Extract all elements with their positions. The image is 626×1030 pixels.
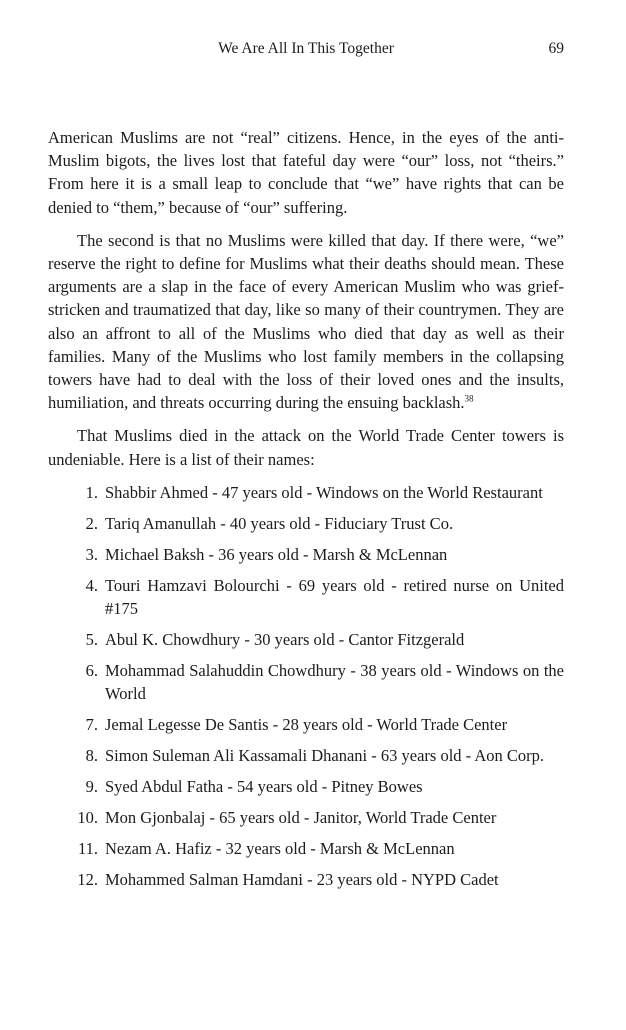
paragraph-text: American Muslims are not “real” citizens. Hence, in the eyes of the anti-Muslim bigots, the lives lost that fateful day were “our” loss, not “theirs.” From here it is a small leap to conclude that “we” have rights that can be denied to “them,” because of “our” suffering. xyxy=(48,128,564,217)
paragraph-text: That Muslims died in the attack on the World Trade Center towers is undeniable. Here is a list of their names: xyxy=(48,426,564,469)
list-item-number: 4. xyxy=(85,575,98,595)
list-item xyxy=(48,744,564,767)
list-item-number: 12. xyxy=(77,870,98,890)
list-item xyxy=(48,775,564,798)
list-item-number: 9. xyxy=(85,777,98,797)
list-item-text: Syed Abdul Fatha - 54 years old - Pitney Bowes xyxy=(105,777,423,797)
list-item-text: Simon Suleman Ali Kassamali Dhanani - 63 years old - Aon Corp. xyxy=(105,746,545,766)
list-item-number: 11. xyxy=(77,839,98,859)
list-item-number: 6. xyxy=(85,661,98,681)
paragraph-continued xyxy=(48,126,564,219)
list-item xyxy=(48,628,564,651)
list-item-number: 5. xyxy=(85,630,98,650)
list-item-number: 2. xyxy=(85,513,98,533)
paragraph-list-intro xyxy=(48,424,564,470)
list-item-number: 10. xyxy=(77,808,98,828)
list-item-text: Abul K. Chowdhury - 30 years old - Cantor Fitzgerald xyxy=(105,630,465,650)
list-item-text: Touri Hamzavi Bolourchi - 69 years old - retired nurse on United #175 xyxy=(105,575,564,619)
page-number: 69 xyxy=(548,40,564,57)
list-item xyxy=(48,806,564,829)
list-item-text: Mohammed Salman Hamdani - 23 years old - NYPD Cadet xyxy=(105,870,499,890)
list-item-text: Michael Baksh - 36 years old - Marsh & McLennan xyxy=(105,544,448,564)
list-item xyxy=(48,574,564,620)
running-title: We Are All In This Together xyxy=(218,40,394,57)
list-item-text: Nezam A. Hafiz - 32 years old - Marsh & McLennan xyxy=(105,839,455,859)
body-text xyxy=(48,126,564,899)
list-item-text: Tariq Amanullah - 40 years old - Fiduciary Trust Co. xyxy=(105,513,454,533)
list-item-number: 8. xyxy=(85,746,98,766)
footnote-marker: 38 xyxy=(464,393,474,404)
list-item-number: 3. xyxy=(85,544,98,564)
list-item-text: Jemal Legesse De Santis - 28 years old - World Trade Center xyxy=(105,715,508,735)
paragraph-second-argument xyxy=(48,229,564,415)
list-item-text: Shabbir Ahmed - 47 years old - Windows on the World Restaurant xyxy=(105,482,543,502)
list-item xyxy=(48,868,564,891)
list-item-number: 7. xyxy=(85,715,98,735)
list-item xyxy=(48,837,564,860)
list-item-text: Mohammad Salahuddin Chowdhury - 38 years old - Windows on the World xyxy=(105,661,564,704)
paragraph-text: The second is that no Muslims were killed that day. If there were, “we” reserve the right to define for Muslims what their deaths should mean. These arguments are a slap in the face of every American Muslim who was grief-stricken and traumatized that day, like so many of their countrymen. They are also an affront to all of the Muslims who died that day as well as their families. Many of the Muslims who lost family members in the collapsing towers have had to deal with the loss of their loved ones and the insults, humiliation, and threats occurring during the ensuing backlash. xyxy=(48,230,564,413)
list-item xyxy=(48,659,564,705)
list-item-text: Mon Gjonbalaj - 65 years old - Janitor, World Trade Center xyxy=(105,808,497,828)
list-item xyxy=(48,512,564,535)
victims-name-list xyxy=(48,481,564,892)
running-head xyxy=(48,40,564,62)
list-item xyxy=(48,713,564,736)
list-item xyxy=(48,481,564,504)
list-item-number: 1. xyxy=(85,482,98,502)
list-item xyxy=(48,543,564,566)
